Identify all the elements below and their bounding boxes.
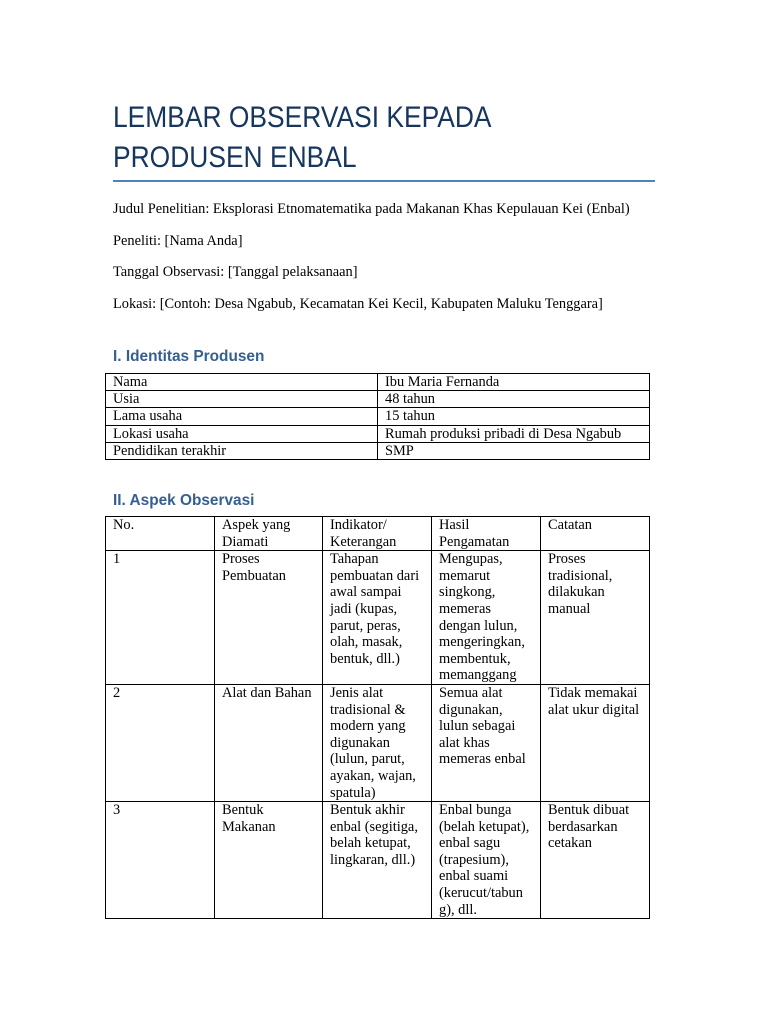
cell-indikator: Tahapan pembuatan dari awal sampai jadi (kupas, parut, peras, olah, masak, bentuk, dll.) <box>323 551 432 685</box>
producer-identity-table <box>105 373 650 460</box>
cell-hasil: Mengupas, memarut singkong, memeras dengan lulun, mengeringkan, membentuk, memanggang <box>432 551 541 685</box>
identity-value-cell: 15 tahun <box>378 408 650 425</box>
observation-aspects-table <box>105 516 650 919</box>
cell-no: 3 <box>106 802 215 919</box>
cell-aspek: Proses Pembuatan <box>215 551 323 685</box>
table-row <box>106 408 650 425</box>
identity-label-cell: Lokasi usaha <box>106 425 378 442</box>
column-header-aspek: Aspek yang Diamati <box>215 517 323 551</box>
researcher-text: Peneliti: [Nama Anda] <box>113 233 243 249</box>
cell-catatan: Proses tradisional, dilakukan manual <box>541 551 650 685</box>
table-row <box>106 425 650 442</box>
cell-catatan: Bentuk dibuat berdasarkan cetakan <box>541 802 650 919</box>
table-row <box>106 802 650 919</box>
cell-aspek: Alat dan Bahan <box>215 684 323 801</box>
research-title-text: Judul Penelitian: Eksplorasi Etnomatematika pada Makanan Khas Kepulauan Kei (Enbal) <box>113 201 630 217</box>
section-heading-aspek: II. Aspek Observasi <box>113 492 255 509</box>
title-underline-rule <box>113 180 655 182</box>
cell-hasil: Enbal bunga (belah ketupat), enbal sagu (trapesium), enbal suami (kerucut/tabun g), dll. <box>432 802 541 919</box>
column-header-hasil: Hasil Pengamatan <box>432 517 541 551</box>
identity-value-cell: SMP <box>378 442 650 459</box>
cell-hasil: Semua alat digunakan, lulun sebagai alat khas memeras enbal <box>432 684 541 801</box>
column-header-indikator: Indikator/ Keterangan <box>323 517 432 551</box>
identity-label-cell: Usia <box>106 391 378 408</box>
identity-label-cell: Pendidikan terakhir <box>106 442 378 459</box>
identity-label-cell: Lama usaha <box>106 408 378 425</box>
identity-value-cell: 48 tahun <box>378 391 650 408</box>
observation-date-text: Tanggal Observasi: [Tanggal pelaksanaan] <box>113 264 358 280</box>
cell-indikator: Bentuk akhir enbal (segitiga, belah ketupat, lingkaran, dll.) <box>323 802 432 919</box>
cell-indikator: Jenis alat tradisional & modern yang digunakan (lulun, parut, ayakan, wajan, spatula) <box>323 684 432 801</box>
table-row <box>106 684 650 801</box>
table-row <box>106 391 650 408</box>
identity-value-cell: Ibu Maria Fernanda <box>378 374 650 391</box>
document-title <box>113 98 590 178</box>
cell-no: 2 <box>106 684 215 801</box>
cell-catatan: Tidak memakai alat ukur digital <box>541 684 650 801</box>
table-row <box>106 442 650 459</box>
column-header-catatan: Catatan <box>541 517 650 551</box>
cell-no: 1 <box>106 551 215 685</box>
document-title-line: LEMBAR OBSERVASI KEPADA <box>113 101 492 134</box>
identity-label-cell: Nama <box>106 374 378 391</box>
identity-value-cell: Rumah produksi pribadi di Desa Ngabub <box>378 425 650 442</box>
location-text: Lokasi: [Contoh: Desa Ngabub, Kecamatan Kei Kecil, Kabupaten Maluku Tenggara] <box>113 296 603 312</box>
table-row <box>106 551 650 685</box>
column-header-no: No. <box>106 517 215 551</box>
cell-aspek: Bentuk Makanan <box>215 802 323 919</box>
section-heading-identitas: I. Identitas Produsen <box>113 348 265 365</box>
table-row <box>106 374 650 391</box>
document-title-line: PRODUSEN ENBAL <box>113 141 357 174</box>
table-header-row <box>106 517 650 551</box>
